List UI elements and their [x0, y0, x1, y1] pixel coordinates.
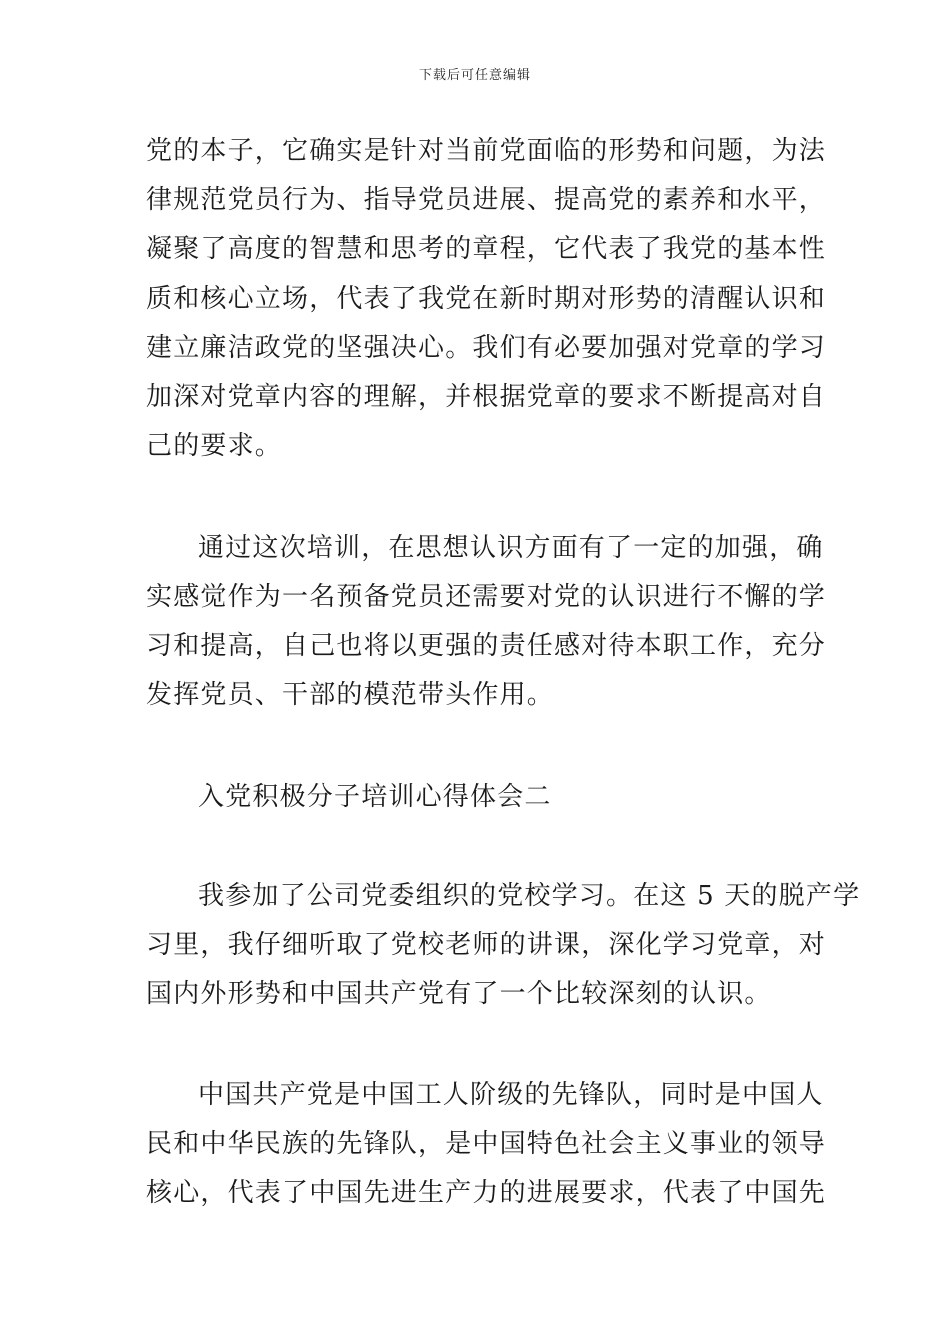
text-line: 加深对党章内容的理解，并根据党章的要求不断提高对自 [146, 382, 827, 412]
text-line: 建立廉洁政党的坚强决心。我们有必要加强对党章的学习 [146, 333, 827, 363]
text-line: 民和中华民族的先锋队，是中国特色社会主义事业的领导 [146, 1129, 827, 1159]
text-line: 核心，代表了中国先进生产力的进展要求，代表了中国先 [146, 1178, 827, 1208]
text-line: 习和提高，自己也将以更强的责任感对待本职工作，充分 [146, 631, 827, 661]
text-line: 质和核心立场，代表了我党在新时期对形势的清醒认识和 [146, 284, 827, 314]
text-line: 习里，我仔细听取了党校老师的讲课，深化学习党章，对 [146, 930, 827, 960]
text-line: 发挥党员、干部的模范带头作用。 [146, 680, 555, 710]
text-line: 我参加了公司党委组织的党校学习。在这 5 天的脱产学 [198, 881, 861, 911]
heading-line: 入党积极分子培训心得体会二 [198, 782, 552, 812]
text-line: 实感觉作为一名预备党员还需要对党的认识进行不懈的学 [146, 582, 827, 612]
text-line: 通过这次培训，在思想认识方面有了一定的加强，确 [198, 533, 824, 563]
text-line: 党的本子，它确实是针对当前党面临的形势和问题，为法 [146, 136, 827, 166]
text-line: 己的要求。 [146, 431, 283, 461]
page-header: 下载后可任意编辑 [418, 68, 531, 83]
text-line: 国内外形势和中国共产党有了一个比较深刻的认识。 [146, 979, 772, 1009]
text-line: 中国共产党是中国工人阶级的先锋队，同时是中国人 [198, 1080, 824, 1110]
text-line: 凝聚了高度的智慧和思考的章程，它代表了我党的基本性 [146, 234, 827, 264]
text-line: 律规范党员行为、指导党员进展、提高党的素养和水平， [146, 185, 827, 215]
